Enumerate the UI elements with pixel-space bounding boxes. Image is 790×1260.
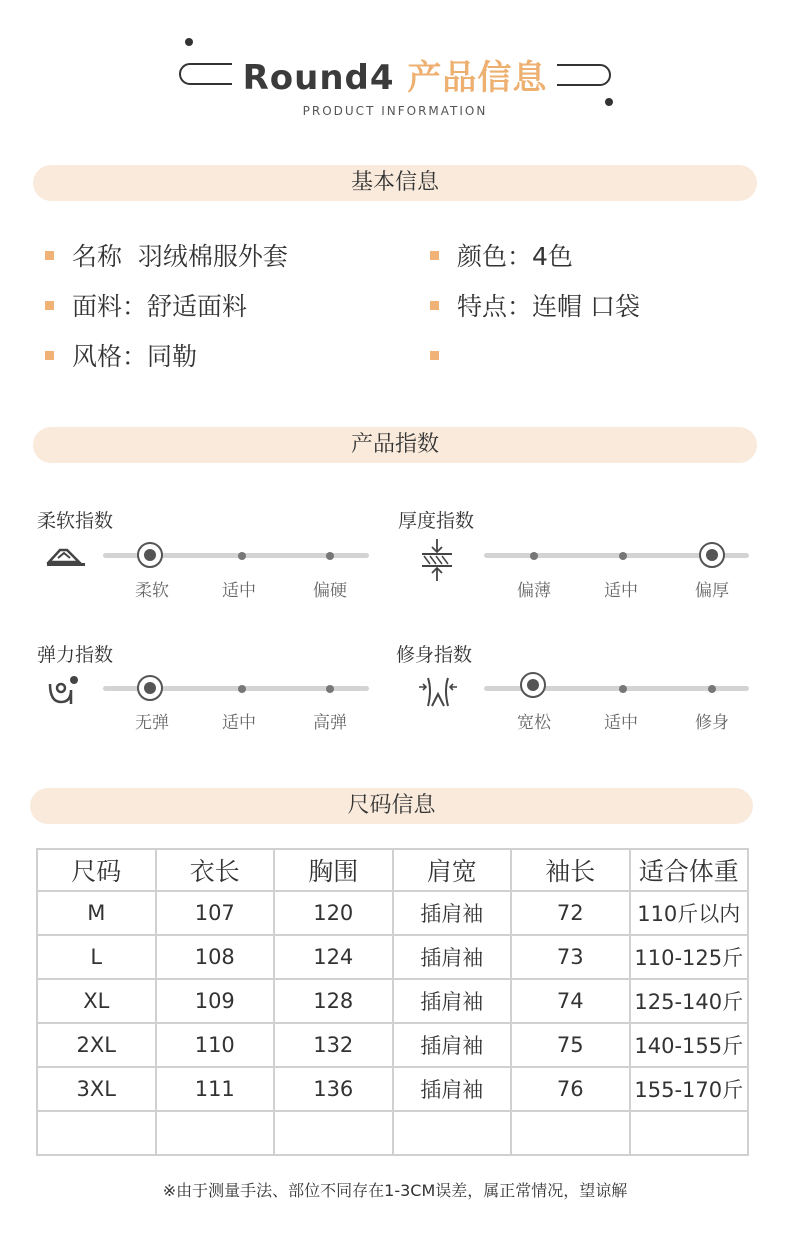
table-cell: 136 <box>274 1067 393 1111</box>
table-cell: 111 <box>156 1067 275 1111</box>
column-header: 袖长 <box>511 849 630 891</box>
bullet-icon <box>45 251 54 260</box>
table-cell: 插肩袖 <box>393 1067 512 1111</box>
index-tick-label: 无弹 <box>135 713 169 733</box>
table-cell <box>274 1111 393 1155</box>
table-cell: 109 <box>156 979 275 1023</box>
index-tick-label: 高弹 <box>313 713 347 733</box>
table-cell: 110-125斤 <box>630 935 749 979</box>
size-table <box>36 848 749 1156</box>
index-tick-label: 适中 <box>604 713 638 733</box>
table-cell: 75 <box>511 1023 630 1067</box>
index-tick-label: 偏薄 <box>517 581 551 601</box>
table-cell <box>630 1111 749 1155</box>
table-cell <box>511 1111 630 1155</box>
table-cell: 2XL <box>37 1023 156 1067</box>
shoe-sole-icon <box>45 544 87 568</box>
section-bar-index: 产品指数 <box>33 427 757 463</box>
table-cell: 140-155斤 <box>630 1023 749 1067</box>
table-cell: 132 <box>274 1023 393 1067</box>
index-tick-label: 偏厚 <box>695 581 729 601</box>
index-dot <box>326 552 334 560</box>
table-cell: M <box>37 891 156 935</box>
table-cell: 125-140斤 <box>630 979 749 1023</box>
column-header: 肩宽 <box>393 849 512 891</box>
table-cell: 76 <box>511 1067 630 1111</box>
table-cell: 128 <box>274 979 393 1023</box>
info-item-color <box>430 240 573 274</box>
index-dot <box>619 685 627 693</box>
index-selected-marker <box>520 672 546 698</box>
info-item-style <box>45 340 197 374</box>
index-selected-marker <box>699 542 725 568</box>
title-cn: 产品信息 <box>407 58 548 98</box>
index-dot <box>238 552 246 560</box>
table-cell: L <box>37 935 156 979</box>
index-dot <box>708 685 716 693</box>
index-tick-label: 修身 <box>695 713 729 733</box>
index-selected-marker <box>137 542 163 568</box>
index-dot <box>530 552 538 560</box>
table-cell: 3XL <box>37 1067 156 1111</box>
index-tick-label: 偏硬 <box>313 581 347 601</box>
table-cell: 108 <box>156 935 275 979</box>
index-title-elasticity: 弹力指数 <box>37 644 114 666</box>
index-dot <box>238 685 246 693</box>
table-cell: 插肩袖 <box>393 979 512 1023</box>
index-tick-label: 适中 <box>604 581 638 601</box>
table-cell: 155-170斤 <box>630 1067 749 1111</box>
info-text: 颜色：4色 <box>457 242 573 271</box>
table-cell: 72 <box>511 891 630 935</box>
table-cell: 124 <box>274 935 393 979</box>
thickness-compress-icon <box>420 538 454 582</box>
table-header-row <box>37 849 748 891</box>
table-cell: 74 <box>511 979 630 1023</box>
table-cell: 插肩袖 <box>393 1023 512 1067</box>
index-dot <box>326 685 334 693</box>
table-cell <box>37 1111 156 1155</box>
index-tick-label: 适中 <box>222 581 256 601</box>
table-cell: XL <box>37 979 156 1023</box>
table-cell: 插肩袖 <box>393 935 512 979</box>
measurement-note: ※由于测量手法、部位不同存在1-3CM误差，属正常情况，望谅解 <box>162 1181 628 1200</box>
bullet-icon <box>430 301 439 310</box>
index-dot <box>619 552 627 560</box>
table-row <box>37 979 748 1023</box>
table-cell: 110 <box>156 1023 275 1067</box>
bullet-icon <box>45 301 54 310</box>
table-cell <box>393 1111 512 1155</box>
info-text: 面料：舒适面料 <box>72 292 248 321</box>
table-cell: 73 <box>511 935 630 979</box>
waist-fit-icon <box>418 676 458 708</box>
column-header: 尺码 <box>37 849 156 891</box>
table-cell: 107 <box>156 891 275 935</box>
title-en: Round4 <box>242 58 395 98</box>
column-header: 适合体重 <box>630 849 749 891</box>
index-tick-label: 宽松 <box>517 713 551 733</box>
info-item-name <box>45 240 288 274</box>
table-cell: 120 <box>274 891 393 935</box>
table-row <box>37 891 748 935</box>
info-text: 名称 羽绒棉服外套 <box>72 242 288 271</box>
table-row <box>37 1067 748 1111</box>
info-text: 风格：同勒 <box>72 342 198 371</box>
info-text: 特点：连帽 口袋 <box>457 292 640 321</box>
table-cell <box>156 1111 275 1155</box>
column-header: 衣长 <box>156 849 275 891</box>
table-row <box>37 1023 748 1067</box>
table-row <box>37 935 748 979</box>
bullet-icon <box>45 351 54 360</box>
section-bar-basic: 基本信息 <box>33 165 757 201</box>
index-tick-label: 适中 <box>222 713 256 733</box>
page-subtitle: PRODUCT INFORMATION <box>302 104 488 118</box>
table-cell: 插肩袖 <box>393 891 512 935</box>
bullet-icon <box>430 251 439 260</box>
index-title-thickness: 厚度指数 <box>398 510 475 532</box>
index-tick-label: 柔软 <box>135 581 169 601</box>
table-cell: 110斤以内 <box>630 891 749 935</box>
stretch-figure-icon <box>47 674 83 706</box>
info-item-feature <box>430 290 640 324</box>
index-selected-marker <box>137 675 163 701</box>
info-item-empty <box>430 340 457 374</box>
info-item-fabric <box>45 290 247 324</box>
table-row <box>37 1111 748 1155</box>
page-title <box>0 50 790 99</box>
section-bar-size: 尺码信息 <box>30 788 753 824</box>
column-header: 胸围 <box>274 849 393 891</box>
bullet-icon <box>430 351 439 360</box>
index-title-softness: 柔软指数 <box>37 510 114 532</box>
index-title-fit: 修身指数 <box>396 644 473 666</box>
